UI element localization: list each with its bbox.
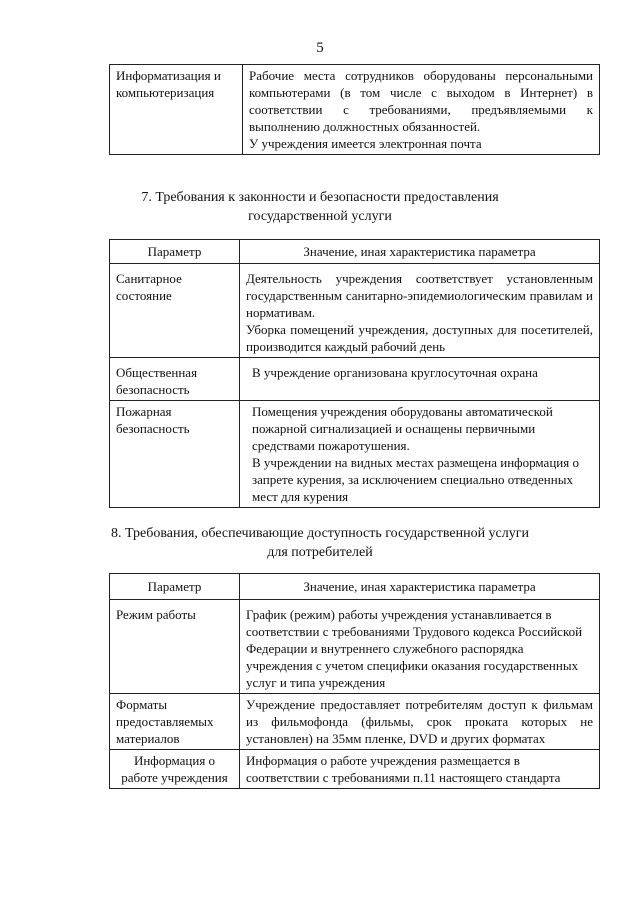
value-paragraph: Информация о работе учреждения размещается в соответствии с требованиями п.11 настоящего стандарта — [246, 753, 561, 785]
page-number: 5 — [316, 40, 324, 56]
value-cell — [240, 401, 600, 508]
informatization-table — [109, 64, 600, 155]
table-row — [110, 65, 600, 155]
value-paragraph: Уборка помещений учреждения, доступных для посетителей, производится каждый рабочий день — [246, 322, 593, 354]
param-cell: Пожарная безопасность — [110, 401, 240, 508]
value-cell — [240, 750, 600, 789]
value-cell — [240, 264, 600, 358]
param-cell: Информатизация и компьютеризация — [110, 65, 243, 155]
header-param: Параметр — [110, 574, 240, 600]
table-row — [110, 750, 600, 789]
table-row — [110, 401, 600, 508]
value-paragraph: У учреждения имеется электронная почта — [249, 136, 482, 151]
table-header-row — [110, 240, 600, 264]
value-cell — [243, 65, 600, 155]
section-8-title-line-2: для потребителей — [267, 545, 373, 560]
section-7-title-line-1: 7. Требования к законности и безопасности предоставления — [141, 190, 499, 205]
table-header-row — [110, 574, 600, 600]
section-7-title-line-2: государственной услуги — [248, 209, 392, 224]
section-8-title-line-1: 8. Требования, обеспечивающие доступность государственной услуги — [111, 526, 529, 541]
param-cell: Санитарное состояние — [110, 264, 240, 358]
header-value: Значение, иная характеристика параметра — [240, 574, 600, 600]
value-paragraph: Рабочие места сотрудников оборудованы персональными компьютерами (в том числе с выходом в Интернет) в соответствии с требованиями, предъявляемыми к выполнению должностных обязанностей. — [249, 68, 593, 134]
param-cell: Информация о работе учреждения — [110, 750, 240, 789]
value-cell — [240, 600, 600, 694]
accessibility-requirements-table — [109, 573, 600, 789]
value-cell — [240, 358, 600, 401]
value-paragraph: График (режим) работы учреждения устанавливается в соответствии с требованиями Трудового кодекса Российской Федерации и внутреннего служебного распорядка учреждения с учетом специфики оказания государственных услуг и типа учреждения — [246, 607, 583, 690]
value-paragraph: Учреждение предоставляет потребителям доступ к фильмам из фильмофонда (фильмы, срок проката которых не установлен) на 35мм пленке, DVD и других форматах — [246, 697, 593, 746]
param-cell: Форматы предоставляемых материалов — [110, 694, 240, 750]
param-cell: Общественная безопасность — [110, 358, 240, 401]
header-param: Параметр — [110, 240, 240, 264]
safety-requirements-table — [109, 239, 600, 508]
param-cell: Режим работы — [110, 600, 240, 694]
section-8-title — [0, 524, 640, 562]
table-row — [110, 600, 600, 694]
header-value: Значение, иная характеристика параметра — [240, 240, 600, 264]
value-paragraph: В учреждении на видных местах размещена информация о запрете курения, за исключением специально отведенных мест для курения — [252, 455, 579, 504]
table-row — [110, 264, 600, 358]
value-paragraph: Деятельность учреждения соответствует установленным государственным санитарно-эпидемиологическим правилам и нормативам. — [246, 271, 593, 320]
section-7-title — [0, 188, 640, 226]
value-paragraph: Помещения учреждения оборудованы автоматической пожарной сигнализацией и оснащены первичными средствами пожаротушения. — [252, 404, 553, 453]
value-paragraph: В учреждение организована круглосуточная охрана — [252, 365, 538, 380]
value-cell — [240, 694, 600, 750]
table-row — [110, 358, 600, 401]
table-row — [110, 694, 600, 750]
